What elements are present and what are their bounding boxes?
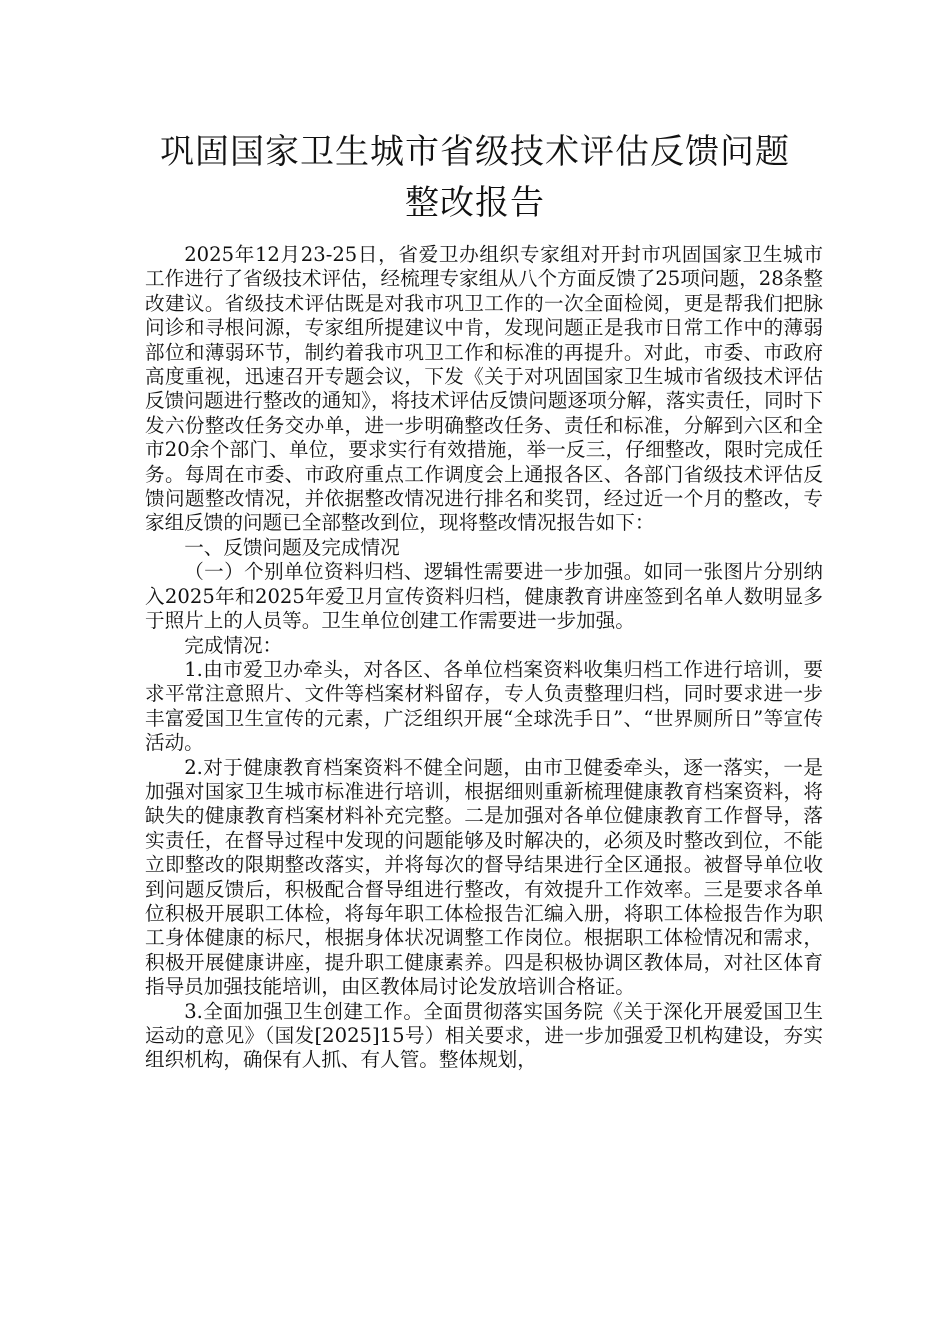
document-title-line-2: 整改报告: [405, 183, 545, 223]
intro-paragraph: 2025年12月23-25日，省爱卫办组织专家组对开封市巩固国家卫生城市工作进行了省级技术评估，经梳理专家组从八个方面反馈了25项问题，28条整改建议。省级技术评估既是对我市巩卫工作的一次全面检阅，更是帮我们把脉问诊和寻根问源，专家组所提建议中肯，发现问题正是我市日常工作中的薄弱部位和薄弱环节，制约着我市巩卫工作和标准的再提升。对此，市委、市政府高度重视，迅速召开专题会议，下发《关于对巩固国家卫生城市省级技术评估反馈问题进行整改的通知》，将技术评估反馈问题逐项分解，落实责任，同时下发六份整改任务交办单，进一步明确整改任务、责任和标准，分解到六区和全市20余个部门、单位，要求实行有效措施，举一反三，仔细整改，限时完成任务。每周在市委、市政府重点工作调度会上通报各区、各部门省级技术评估反馈问题整改情况，并依据整改情况进行排名和奖罚，经过近一个月的整改，专家组反馈的问题已全部整改到位，现将整改情况报告如下：: [145, 243, 823, 535]
document-title-line-1: 巩固国家卫生城市省级技术评估反馈问题: [160, 132, 790, 172]
measure-paragraph-1: 1.由市爱卫办牵头，对各区、各单位档案资料收集归档工作进行培训，要求平常注意照片、文件等档案材料留存，专人负责整理归档，同时要求进一步丰富爱国卫生宣传的元素，广泛组织开展“全球洗手日”、“世界厕所日”等宣传活动。: [145, 657, 823, 755]
section-heading: 一、反馈问题及完成情况: [184, 535, 400, 559]
measure-paragraph-2: 2.对于健康教育档案资料不健全问题，由市卫健委牵头，逐一落实，一是加强对国家卫生城市标准进行培训，根据细则重新梳理健康教育档案资料，将缺失的健康教育档案材料补充完整。二是加强对各单位健康教育工作督导，落实责任，在督导过程中发现的问题能够及时解决的，必须及时整改到位，不能立即整改的限期整改落实，并将每次的督导结果进行全区通报。被督导单位收到问题反馈后，积极配合督导组进行整改，有效提升工作效率。三是要求各单位积极开展职工体检，将每年职工体检报告汇编入册，将职工体检报告作为职工身体健康的标尺，根据身体状况调整工作岗位。根据职工体检情况和需求，积极开展健康讲座，提升职工健康素养。四是积极协调区教体局，对社区体育指导员加强技能培训，由区教体局讨论发放培训合格证。: [145, 755, 823, 999]
issue-paragraph: （一）个别单位资料归档、逻辑性需要进一步加强。如同一张图片分别纳入2025年和2025年爱卫月宣传资料归档，健康教育讲座签到名单人数明显多于照片上的人员等。卫生单位创建工作需要进一步加强。: [145, 560, 823, 633]
measure-paragraph-3: 3.全面加强卫生创建工作。全面贯彻落实国务院《关于深化开展爱国卫生运动的意见》（国发[2025]15号）相关要求，进一步加强爱卫机构建设，夯实组织机构，确保有人抓、有人管。整体规划，: [145, 999, 823, 1072]
document-body: [145, 243, 823, 1073]
completion-label: 完成情况：: [184, 633, 283, 657]
